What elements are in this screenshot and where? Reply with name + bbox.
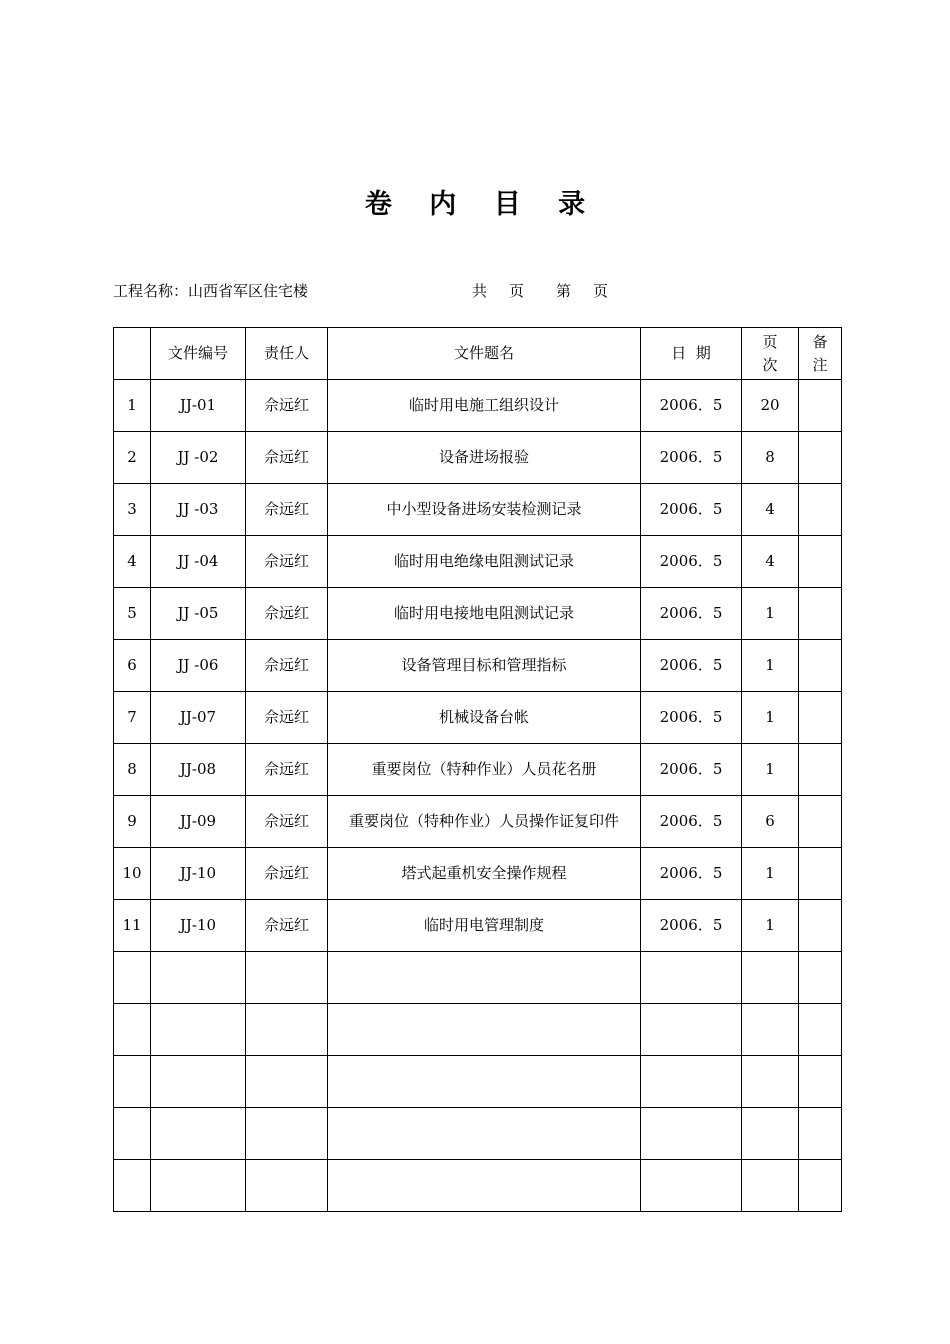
cell-no bbox=[114, 1108, 151, 1160]
cell-name bbox=[328, 1108, 641, 1160]
table-row bbox=[114, 848, 842, 900]
cell-no: 6 bbox=[114, 640, 151, 692]
table-row bbox=[114, 744, 842, 796]
table-row bbox=[114, 536, 842, 588]
table-row bbox=[114, 640, 842, 692]
cell-name: 设备管理目标和管理指标 bbox=[328, 640, 641, 692]
header-person: 责任人 bbox=[246, 328, 328, 380]
cell-date bbox=[641, 1056, 742, 1108]
cell-person bbox=[246, 1004, 328, 1056]
cell-pages: 8 bbox=[742, 432, 799, 484]
cell-no: 4 bbox=[114, 536, 151, 588]
cell-remark bbox=[799, 1004, 842, 1056]
cell-person: 佘远红 bbox=[246, 380, 328, 432]
cell-no: 3 bbox=[114, 484, 151, 536]
cell-remark bbox=[799, 432, 842, 484]
cell-code: JJ-08 bbox=[151, 744, 246, 796]
cell-pages: 1 bbox=[742, 588, 799, 640]
cell-pages: 1 bbox=[742, 692, 799, 744]
cell-person: 佘远红 bbox=[246, 536, 328, 588]
cell-code: JJ-09 bbox=[151, 796, 246, 848]
cell-remark bbox=[799, 1108, 842, 1160]
header-no bbox=[114, 328, 151, 380]
cell-remark bbox=[799, 380, 842, 432]
table-row bbox=[114, 692, 842, 744]
table-row bbox=[114, 1004, 842, 1056]
cell-name: 机械设备台帐 bbox=[328, 692, 641, 744]
cell-pages: 1 bbox=[742, 848, 799, 900]
cell-no bbox=[114, 1056, 151, 1108]
cell-person: 佘远红 bbox=[246, 640, 328, 692]
cell-code: JJ-07 bbox=[151, 692, 246, 744]
cell-code bbox=[151, 1108, 246, 1160]
cell-person: 佘远红 bbox=[246, 692, 328, 744]
table-row bbox=[114, 796, 842, 848]
project-name: 工程名称：山西省军区住宅楼 bbox=[113, 282, 309, 300]
cell-date: 2006．5 bbox=[641, 536, 742, 588]
cell-code: JJ -03 bbox=[151, 484, 246, 536]
cell-pages bbox=[742, 1160, 799, 1212]
cell-date: 2006．5 bbox=[641, 380, 742, 432]
cell-date: 2006．5 bbox=[641, 640, 742, 692]
cell-person: 佘远红 bbox=[246, 484, 328, 536]
cell-date: 2006．5 bbox=[641, 848, 742, 900]
cell-remark bbox=[799, 796, 842, 848]
page-title: 卷 内 目 录 bbox=[364, 189, 600, 220]
cell-pages bbox=[742, 1004, 799, 1056]
table-row bbox=[114, 1160, 842, 1212]
cell-code: JJ-10 bbox=[151, 900, 246, 952]
cell-date: 2006．5 bbox=[641, 900, 742, 952]
contents-table bbox=[113, 327, 842, 1212]
total-unit: 页 bbox=[509, 282, 525, 300]
cell-name bbox=[328, 1160, 641, 1212]
cell-no: 5 bbox=[114, 588, 151, 640]
cell-no: 8 bbox=[114, 744, 151, 796]
cell-pages: 6 bbox=[742, 796, 799, 848]
header-remark-2: 注 bbox=[812, 355, 828, 374]
cell-remark bbox=[799, 692, 842, 744]
cell-remark bbox=[799, 536, 842, 588]
cell-date: 2006．5 bbox=[641, 744, 742, 796]
cell-code bbox=[151, 1160, 246, 1212]
cell-person bbox=[246, 1160, 328, 1212]
cell-name: 重要岗位（特种作业）人员花名册 bbox=[328, 744, 641, 796]
cell-name bbox=[328, 1056, 641, 1108]
cell-pages bbox=[742, 1056, 799, 1108]
cell-remark bbox=[799, 640, 842, 692]
table-row bbox=[114, 952, 842, 1004]
table-row bbox=[114, 900, 842, 952]
header-code: 文件编号 bbox=[151, 328, 246, 380]
cell-name: 中小型设备进场安装检测记录 bbox=[328, 484, 641, 536]
cell-no: 1 bbox=[114, 380, 151, 432]
current-unit: 页 bbox=[593, 282, 609, 300]
cell-no: 9 bbox=[114, 796, 151, 848]
cell-date: 2006．5 bbox=[641, 432, 742, 484]
cell-person bbox=[246, 1056, 328, 1108]
cell-no bbox=[114, 1160, 151, 1212]
cell-name: 临时用电管理制度 bbox=[328, 900, 641, 952]
total-label: 共 bbox=[472, 282, 488, 300]
current-page bbox=[556, 280, 608, 301]
cell-remark bbox=[799, 900, 842, 952]
table-row bbox=[114, 484, 842, 536]
cell-date bbox=[641, 952, 742, 1004]
cell-person: 佘远红 bbox=[246, 744, 328, 796]
cell-remark bbox=[799, 1160, 842, 1212]
cell-pages: 4 bbox=[742, 484, 799, 536]
cell-code: JJ-01 bbox=[151, 380, 246, 432]
cell-person: 佘远红 bbox=[246, 432, 328, 484]
cell-code: JJ -04 bbox=[151, 536, 246, 588]
cell-date bbox=[641, 1160, 742, 1212]
cell-code: JJ-10 bbox=[151, 848, 246, 900]
cell-no: 11 bbox=[114, 900, 151, 952]
cell-pages bbox=[742, 1108, 799, 1160]
header-date: 日 期 bbox=[641, 328, 742, 380]
cell-pages: 1 bbox=[742, 744, 799, 796]
cell-no: 10 bbox=[114, 848, 151, 900]
cell-pages: 4 bbox=[742, 536, 799, 588]
cell-no: 7 bbox=[114, 692, 151, 744]
cell-name: 临时用电施工组织设计 bbox=[328, 380, 641, 432]
cell-remark bbox=[799, 588, 842, 640]
cell-code: JJ -05 bbox=[151, 588, 246, 640]
header-pages-2: 次 bbox=[762, 355, 778, 374]
header-remark-1: 备 bbox=[812, 332, 828, 351]
cell-remark bbox=[799, 1056, 842, 1108]
cell-name: 设备进场报验 bbox=[328, 432, 641, 484]
cell-pages: 1 bbox=[742, 640, 799, 692]
cell-code: JJ -06 bbox=[151, 640, 246, 692]
header-row bbox=[114, 328, 842, 380]
cell-person: 佘远红 bbox=[246, 796, 328, 848]
cell-code bbox=[151, 1004, 246, 1056]
total-pages bbox=[472, 280, 524, 301]
cell-person bbox=[246, 1108, 328, 1160]
cell-date: 2006．5 bbox=[641, 484, 742, 536]
table-row bbox=[114, 1108, 842, 1160]
cell-name bbox=[328, 952, 641, 1004]
cell-person: 佘远红 bbox=[246, 848, 328, 900]
cell-pages: 20 bbox=[742, 380, 799, 432]
table-row bbox=[114, 1056, 842, 1108]
cell-code bbox=[151, 1056, 246, 1108]
cell-no: 2 bbox=[114, 432, 151, 484]
cell-pages: 1 bbox=[742, 900, 799, 952]
cell-person: 佘远红 bbox=[246, 900, 328, 952]
cell-date: 2006．5 bbox=[641, 588, 742, 640]
cell-date bbox=[641, 1004, 742, 1056]
cell-no bbox=[114, 1004, 151, 1056]
cell-name bbox=[328, 1004, 641, 1056]
cell-code: JJ -02 bbox=[151, 432, 246, 484]
cell-remark bbox=[799, 952, 842, 1004]
cell-remark bbox=[799, 848, 842, 900]
cell-name: 临时用电接地电阻测试记录 bbox=[328, 588, 641, 640]
cell-name: 塔式起重机安全操作规程 bbox=[328, 848, 641, 900]
header-pages-1: 页 bbox=[762, 332, 778, 351]
cell-name: 临时用电绝缘电阻测试记录 bbox=[328, 536, 641, 588]
table-row bbox=[114, 588, 842, 640]
cell-date: 2006．5 bbox=[641, 692, 742, 744]
header-name: 文件题名 bbox=[328, 328, 641, 380]
current-label: 第 bbox=[556, 282, 572, 300]
cell-pages bbox=[742, 952, 799, 1004]
header-pages bbox=[742, 328, 799, 380]
table-row bbox=[114, 380, 842, 432]
cell-date: 2006．5 bbox=[641, 796, 742, 848]
cell-date bbox=[641, 1108, 742, 1160]
cell-remark bbox=[799, 484, 842, 536]
cell-person bbox=[246, 952, 328, 1004]
header-remark bbox=[799, 328, 842, 380]
cell-person: 佘远红 bbox=[246, 588, 328, 640]
cell-remark bbox=[799, 744, 842, 796]
cell-no bbox=[114, 952, 151, 1004]
table-row bbox=[114, 432, 842, 484]
cell-code bbox=[151, 952, 246, 1004]
cell-name: 重要岗位（特种作业）人员操作证复印件 bbox=[328, 796, 641, 848]
